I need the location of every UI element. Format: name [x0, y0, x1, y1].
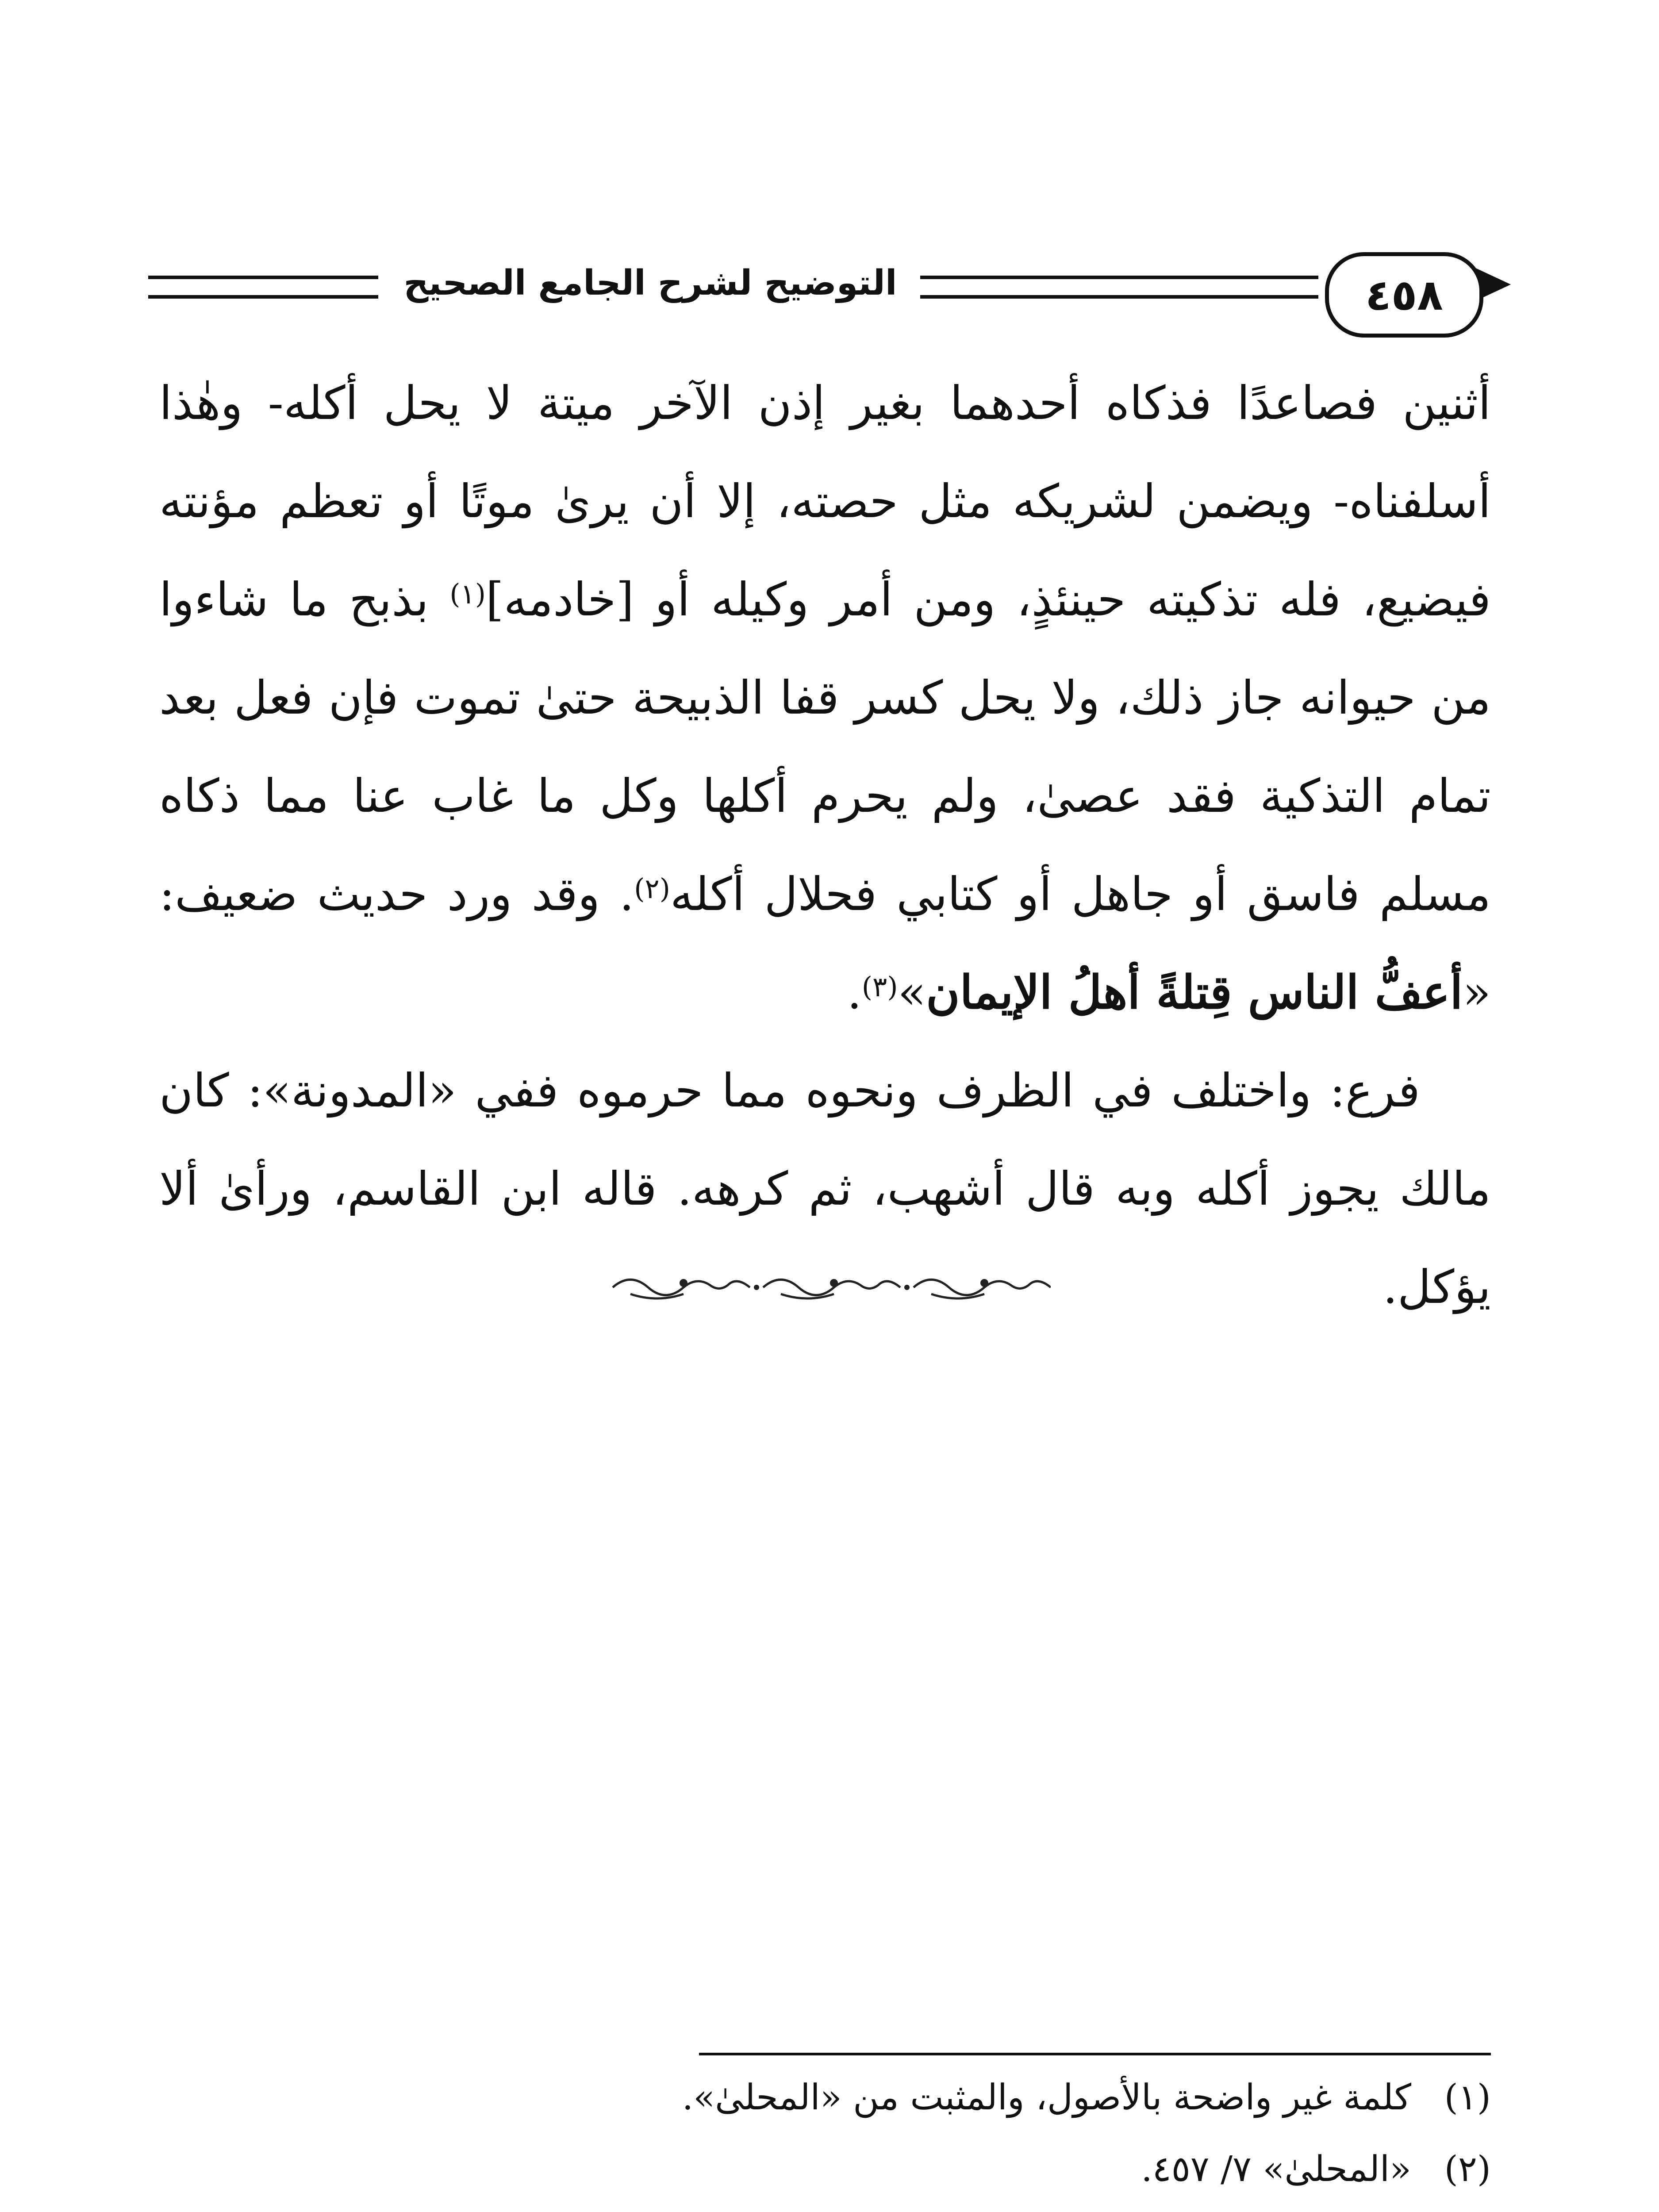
paragraph-2: فرع: واختلف في الظرف ونحوه مما حرموه ففي «المدونة»: كان مالك يجوز أكله وبه قال أشهب، ثم كرهه. قاله ابن القاسم، ورأىٰ ألا يؤكل.: [159, 1064, 1491, 1314]
footnotes: [159, 2062, 1491, 2212]
footnote-1: [159, 2062, 1491, 2133]
footnote-text: [159, 2205, 1411, 2212]
footnote-2: [159, 2133, 1491, 2205]
footnote-ref-1: (١): [449, 578, 486, 610]
text-run: بذبح ما شاءوا من حيوانه جاز ذلك، ولا يحل كسر قفا الذبيحة حتىٰ تموت فإن فعل بعد تمام التذكية فقد عصىٰ، ولم يحرم أكلها وكل ما غاب عنا مما ذكاه مسلم فاسق أو جاهل أو كتابي فحلال أكله: [159, 572, 1491, 921]
footnote-number: (٢): [1444, 2148, 1491, 2189]
page-number: ٤٥٨: [1365, 270, 1443, 320]
text-run: »: [898, 965, 926, 1019]
paragraph-1: [159, 354, 1491, 1041]
header-rule-mid-bottom: [920, 295, 1318, 299]
text-run: . وقد ورد حديث ضعيف: «: [159, 867, 1491, 1019]
footnote-separator: [699, 2053, 1491, 2055]
footnote-ref-2: (٢): [634, 872, 670, 905]
page-number-badge: [1325, 252, 1483, 338]
header-rule-left-bottom: [148, 295, 378, 299]
header-rule-mid-top: [920, 276, 1318, 279]
running-title: التوضيح لشرح الجامع الصحيح: [403, 263, 897, 303]
main-text: [159, 354, 1491, 1336]
footnote-text: «المحلىٰ» ٧/ ٤٥٧.: [1141, 2148, 1411, 2189]
text-run: أثنين فصاعدًا فذكاه أحدهما بغير إذن الآخر ميتة لا يحل أكله- وهٰذا أسلفناه- ويضمن لشريكه مثل حصته، إلا أن يرىٰ موتًا أو تعظم مؤنته فيضيع، فله تذكيته حينئذٍ، ومن أمر وكيله أو [خادمه]: [159, 376, 1491, 626]
footnote-3: [159, 2205, 1491, 2212]
text-run: .: [847, 965, 862, 1019]
footnote-text: كلمة غير واضحة بالأصول، والمثبت من «المحلىٰ».: [682, 2077, 1411, 2118]
hadith-quote: أعفُّ الناس قِتلةً أهلُ الإيمان: [926, 965, 1463, 1019]
section-ornament: [604, 1270, 1051, 1305]
header-rule-left-top: [148, 276, 378, 279]
footnote-number: (١): [1444, 2077, 1491, 2118]
running-header: [148, 246, 1491, 343]
footnote-ref-3: (٣): [861, 971, 898, 1003]
footnote-number: [1411, 2205, 1491, 2212]
